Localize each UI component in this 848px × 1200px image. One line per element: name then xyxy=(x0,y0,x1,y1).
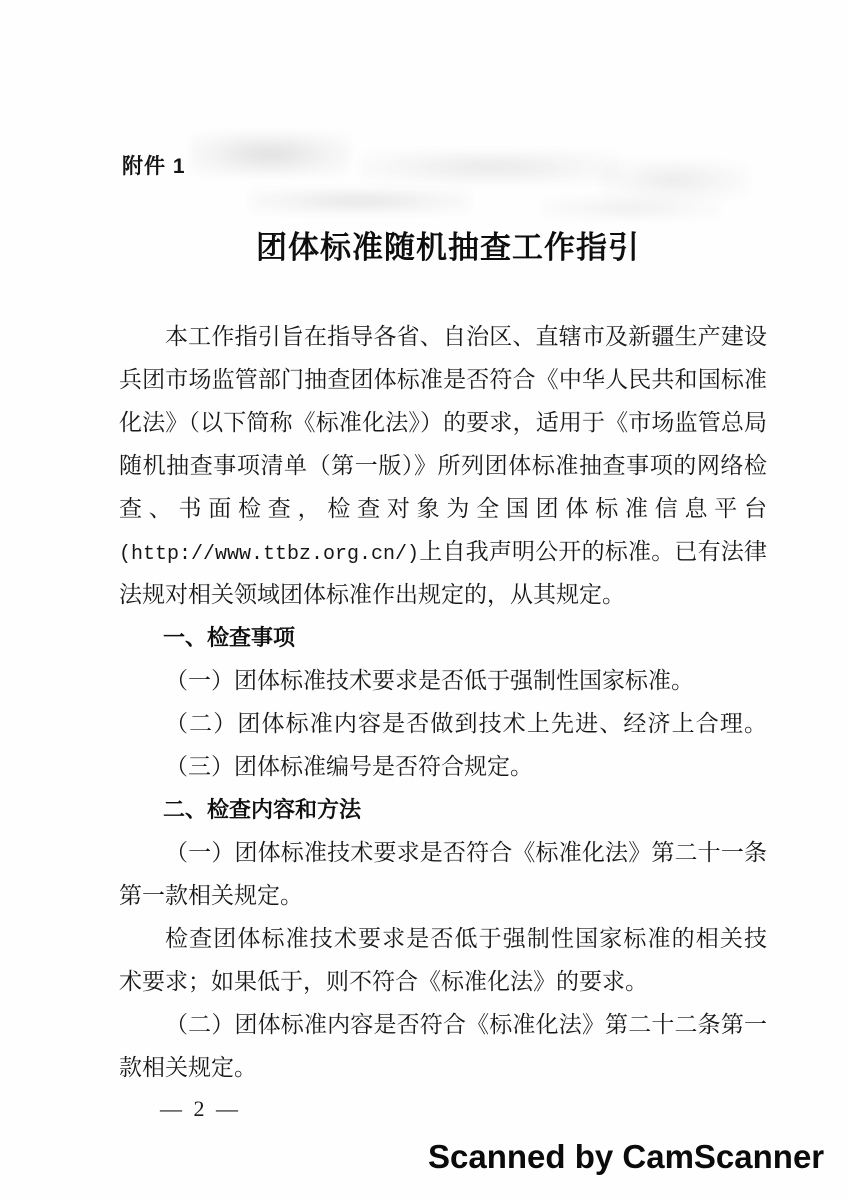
body-line: （二）团体标准内容是否做到技术上先进、经济上合理。 xyxy=(165,711,767,736)
body-line: 法规对相关领域团体标准作出规定的，从其规定。 xyxy=(119,582,625,607)
body-line-url xyxy=(119,530,767,573)
scan-smudge xyxy=(360,150,620,184)
body-line: （三）团体标准编号是否符合规定。 xyxy=(165,754,533,779)
body-line: 查、书面检查，检查对象为全国团体标准信息平台 xyxy=(119,496,767,521)
body-line: （一）团体标准技术要求是否符合《标准化法》第二十一条 xyxy=(165,840,767,865)
scan-smudge xyxy=(190,132,350,176)
body-line: （二）团体标准内容是否符合《标准化法》第二十二条第一 xyxy=(165,1012,767,1037)
document-body xyxy=(119,315,767,1089)
body-line: 检查团体标准技术要求是否低于强制性国家标准的相关技 xyxy=(165,926,767,951)
page-number: — 2 — xyxy=(160,1096,241,1121)
body-line: 化法》（以下简称《标准化法》）的要求，适用于《市场监管总局 xyxy=(119,410,767,435)
section-heading-1: 一、检查事项 xyxy=(163,625,296,650)
document-title: 团体标准随机抽查工作指引 xyxy=(256,230,640,265)
body-line: 术要求；如果低于，则不符合《标准化法》的要求。 xyxy=(119,969,648,994)
attachment-label: 附件 1 xyxy=(122,155,186,178)
url-line-cjk: 上自我声明公开的标准。已有法律 xyxy=(419,539,767,564)
url-text: (http://www.ttbz.org.cn/) xyxy=(119,543,420,566)
body-line: 兵团市场监管部门抽查团体标准是否符合《中华人民共和国标准 xyxy=(119,367,767,392)
body-line: 本工作指引旨在指导各省、自治区、直辖市及新疆生产建设 xyxy=(165,324,767,349)
scan-smudge xyxy=(250,188,470,214)
body-line: 第一款相关规定。 xyxy=(119,883,303,908)
camscanner-watermark: Scanned by CamScanner xyxy=(428,1138,825,1175)
body-line: 随机抽查事项清单（第一版）》所列团体标准抽查事项的网络检 xyxy=(119,453,767,478)
scan-smudge xyxy=(600,160,750,200)
body-line: 款相关规定。 xyxy=(119,1055,257,1080)
scan-smudge xyxy=(540,196,720,220)
body-line: （一）团体标准技术要求是否低于强制性国家标准。 xyxy=(165,668,694,693)
section-heading-2: 二、检查内容和方法 xyxy=(163,797,362,822)
